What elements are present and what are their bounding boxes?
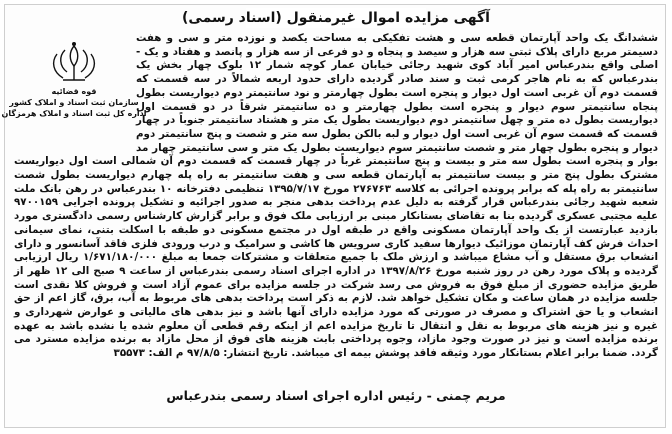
notice-body [14,32,658,392]
emblem-line-hormozgan-office: اداره کل ثبت اسناد و املاک هرمزگان [1,109,147,118]
emblem-spacer [14,32,136,152]
emblem-line-registration-org: سازمان ثبت اسناد و املاک کشور [9,98,139,107]
notice-body-text: ششدانگ یک واحد آپارتمان قطعه سی و هشت تفکیکی به مساحت یکصد و نوزده متر و سی و هفت دسیمتر مربع دارای پلاک ثبتی سه هزار و سیصد و پنجاه و دو فرعی از سه هزار و پانصد و هفتاد و یک - اصلی واقع بندرعباس امیر آباد کوی شهید رجائی خیابان عمار کوچه شمار ۱۲ بلوک چهار بخش یک بندرعباس که به نام هاجر کرمی ثبت و سند صادر گردیده دارای حدود اربعه شمالاً در سه قسمت که قسمت دوم آن غربی است اول دیوار و پنجره است بطول چهارمتر و نود سانتیمتر دوم دیواریست بطول پنجاه سانتیمتر سوم دیوار و پنجره است بطول چهارمتر و ده سانتیمتر شرقاً در دو قسمت اول دیواریست بطول ده متر و چهل سانتیمتر دوم دیواریست بطول یک متر و هشتاد سانتیمتر جنوباً در چهار قسمت که قسمت سوم آن غربی است اول دیوار و لبه بالکن بطول سه متر و شصت و پنج سانتیمتر دوم دیوار و پنجره بطول چهار متر و شصت سانتیمتر سوم دیواریست بطول یک متر و سی سانتیمتر چهار مد بوار و پنجره است بطول سه متر و بیست و پنج سانتیمتر غرباً در چهار قسمت که قسمت دوم آن شمالی است اول دیواریست مشترک بطول پنج متر و بیست سانتیمتر به آپارتمان قطعه سی و هفت سانتیمتر به راه پله چهارم دیواریست بطول شصت سانتیمتر به راه پله که برابر پرونده اجرائی به کلاسه ۲۷۶۷۶۳ مورخ ۱۳۹۵/۷/۱۷ تنظیمی دفترخانه ۱۰ بندرعباس در رهن بانک ملت شعبه شهید رجائی بندرعباس قرار گرفته به دلیل عدم پرداخت بدهی منجر به صدور اجرائیه و تشکیل پرونده اجرایی ۹۷۰۰۱۵۹ علیه مجتبی عسکری گردیده بنا به تقاضای بستانکار مبنی بر ارزیابی ملک فوق و برابر گزارش کارشناس رسمی دادگستری مورد بازدید عبارتست از یک واحد آپارتمان مسکونی واقع در طبقه اول در مجتمع مسکونی دو طبقه با اسکلت بتنی، نمای سیمانی احداث فرش کف آپارتمان موزائیک دیوارها سفید کاری سرویس ها کاشی و سرامیک و درب ورودی فلزی فاقد آسانسور و دارای انشعاب برق مستقل و آب مشاع میباشد و ارزش ملک با جمیع متعلقات و مشترکات جمعا به مبلغ ۱/۶۷۱/۱۸۰/۰۰۰ ریال ارزیابی گردیده و پلاک مورد رهن در روز شنبه مورخ ۱۳۹۷/۸/۲۶ در اداره اجرای اسناد رسمی بندرعباس از ساعت ۹ صبح الی ۱۲ ظهر از طریق مزایده حضوری از مبلغ فوق به فروش می رسد شرکت در جلسه مزایده برای عموم آزاد است و فروش کلا نقدی است جلسه مزایده در همان ساعت و مکان تشکیل خواهد شد. لازم به ذکر است پرداخت بدهی های مربوط به آب، برق، گاز اعم از حق انشعاب و یا حق اشتراک و مصرف در صورتی که مورد مزایده دارای آنها باشد و نیز بدهی های مالیاتی و عوارض شهرداری و غیره و نیز هزینه های مربوط به نقل و انتقال تا تاریخ مزایده اعم از اینکه رقم قطعی آن معلوم شده یا نشده باشد به عهده برنده مزایده است و نیز در صورت وجود مازاد، وجوه پرداختی بابت هزینه های فوق از محل مازاد به برنده مزایده مسترد می گردد. ضمنا برابر اعلام بستانکار مورد وثیقه فاقد پوشش بیمه ای میباشد. تاریخ انتشار: ۹۷/۸/۵ م الف: ۳۵۵۷۳ [14,32,659,360]
signature-line: مریم چمنی - رئیس اداره اجرای اسناد رسمی بندرعباس [166,388,506,403]
notice-title: آگهی مزایده اموال غیرمنقول (اسناد رسمی) [182,10,490,26]
emblem-line-judiciary: قوه قضائیه [51,87,97,96]
title-bar [182,8,490,28]
